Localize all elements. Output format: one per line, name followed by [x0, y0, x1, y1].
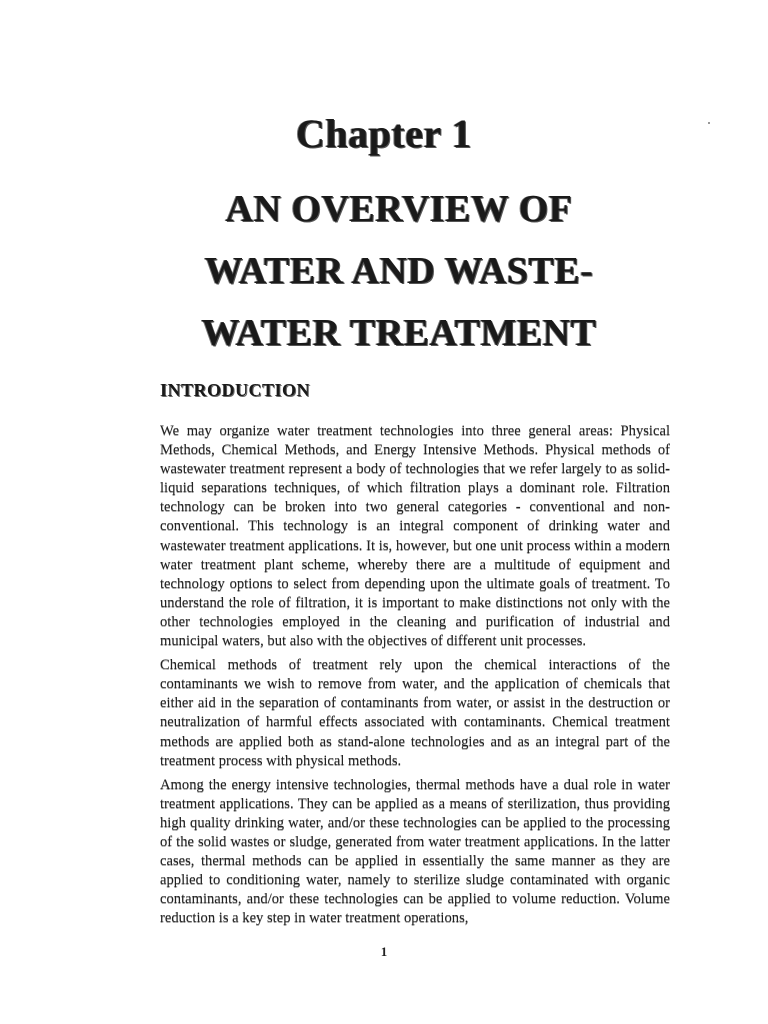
- paragraph-physical-methods: We may organize water treatment technologies into three general areas: Physical Methods, Chemical Methods, and Energy Intensive Methods. Physical methods of wastewater treatment represent a body of technologies that we refer largely to as solid-liquid separations techniques, of which filtration plays a dominant role. Filtration technology can be broken into two general categories - conventional and non-conventional. This technology is an integral component of drinking water and wastewater treatment applications. It is, however, but one unit process within a modern water treatment plant scheme, whereby there are a multitude of equipment and technology options to select from depending upon the ultimate goals of treatment. To understand the role of filtration, it is important to make distinctions not only with the other technologies employed in the cleaning and purification of industrial and municipal waters, but also with the objectives of different unit processes.: [160, 423, 670, 650]
- chapter-label: Chapter 1: [296, 111, 472, 156]
- paragraph-chemical-methods: Chemical methods of treatment rely upon the chemical interactions of the contaminants we wish to remove from water, and the application of chemicals that either aid in the separation of contaminants from water, or assist in the destruction or neutralization of harmful effects associated with contaminants. Chemical treatment methods are applied both as stand-alone technologies and as an integral part of the treatment process with physical methods.: [160, 657, 670, 769]
- page-number: 1: [380, 944, 388, 959]
- chapter-title-line-2: WATER AND WASTE-: [204, 250, 594, 292]
- chapter-title: [150, 178, 648, 364]
- paragraph-energy-intensive-methods: Among the energy intensive technologies, thermal methods have a dual role in water treatment applications. They can be applied as a means of sterilization, thus providing high quality drinking water, and/or these technologies can be applied to the processing of the solid wastes or sludge, generated from water treatment applications. In the latter cases, thermal methods can be applied in essentially the same manner as they are applied to conditioning water, namely to sterilize sludge contaminated with organic contaminants, and/or these technologies can be applied to volume reduction. Volume reduction is a key step in water treatment operations,: [160, 776, 670, 927]
- section-heading: INTRODUCTION: [160, 380, 311, 400]
- chapter-title-line-1: AN OVERVIEW OF: [225, 188, 573, 230]
- scan-speck: [708, 122, 710, 124]
- chapter-title-line-3: WATER TREATMENT: [201, 312, 597, 354]
- body-text: [160, 422, 670, 933]
